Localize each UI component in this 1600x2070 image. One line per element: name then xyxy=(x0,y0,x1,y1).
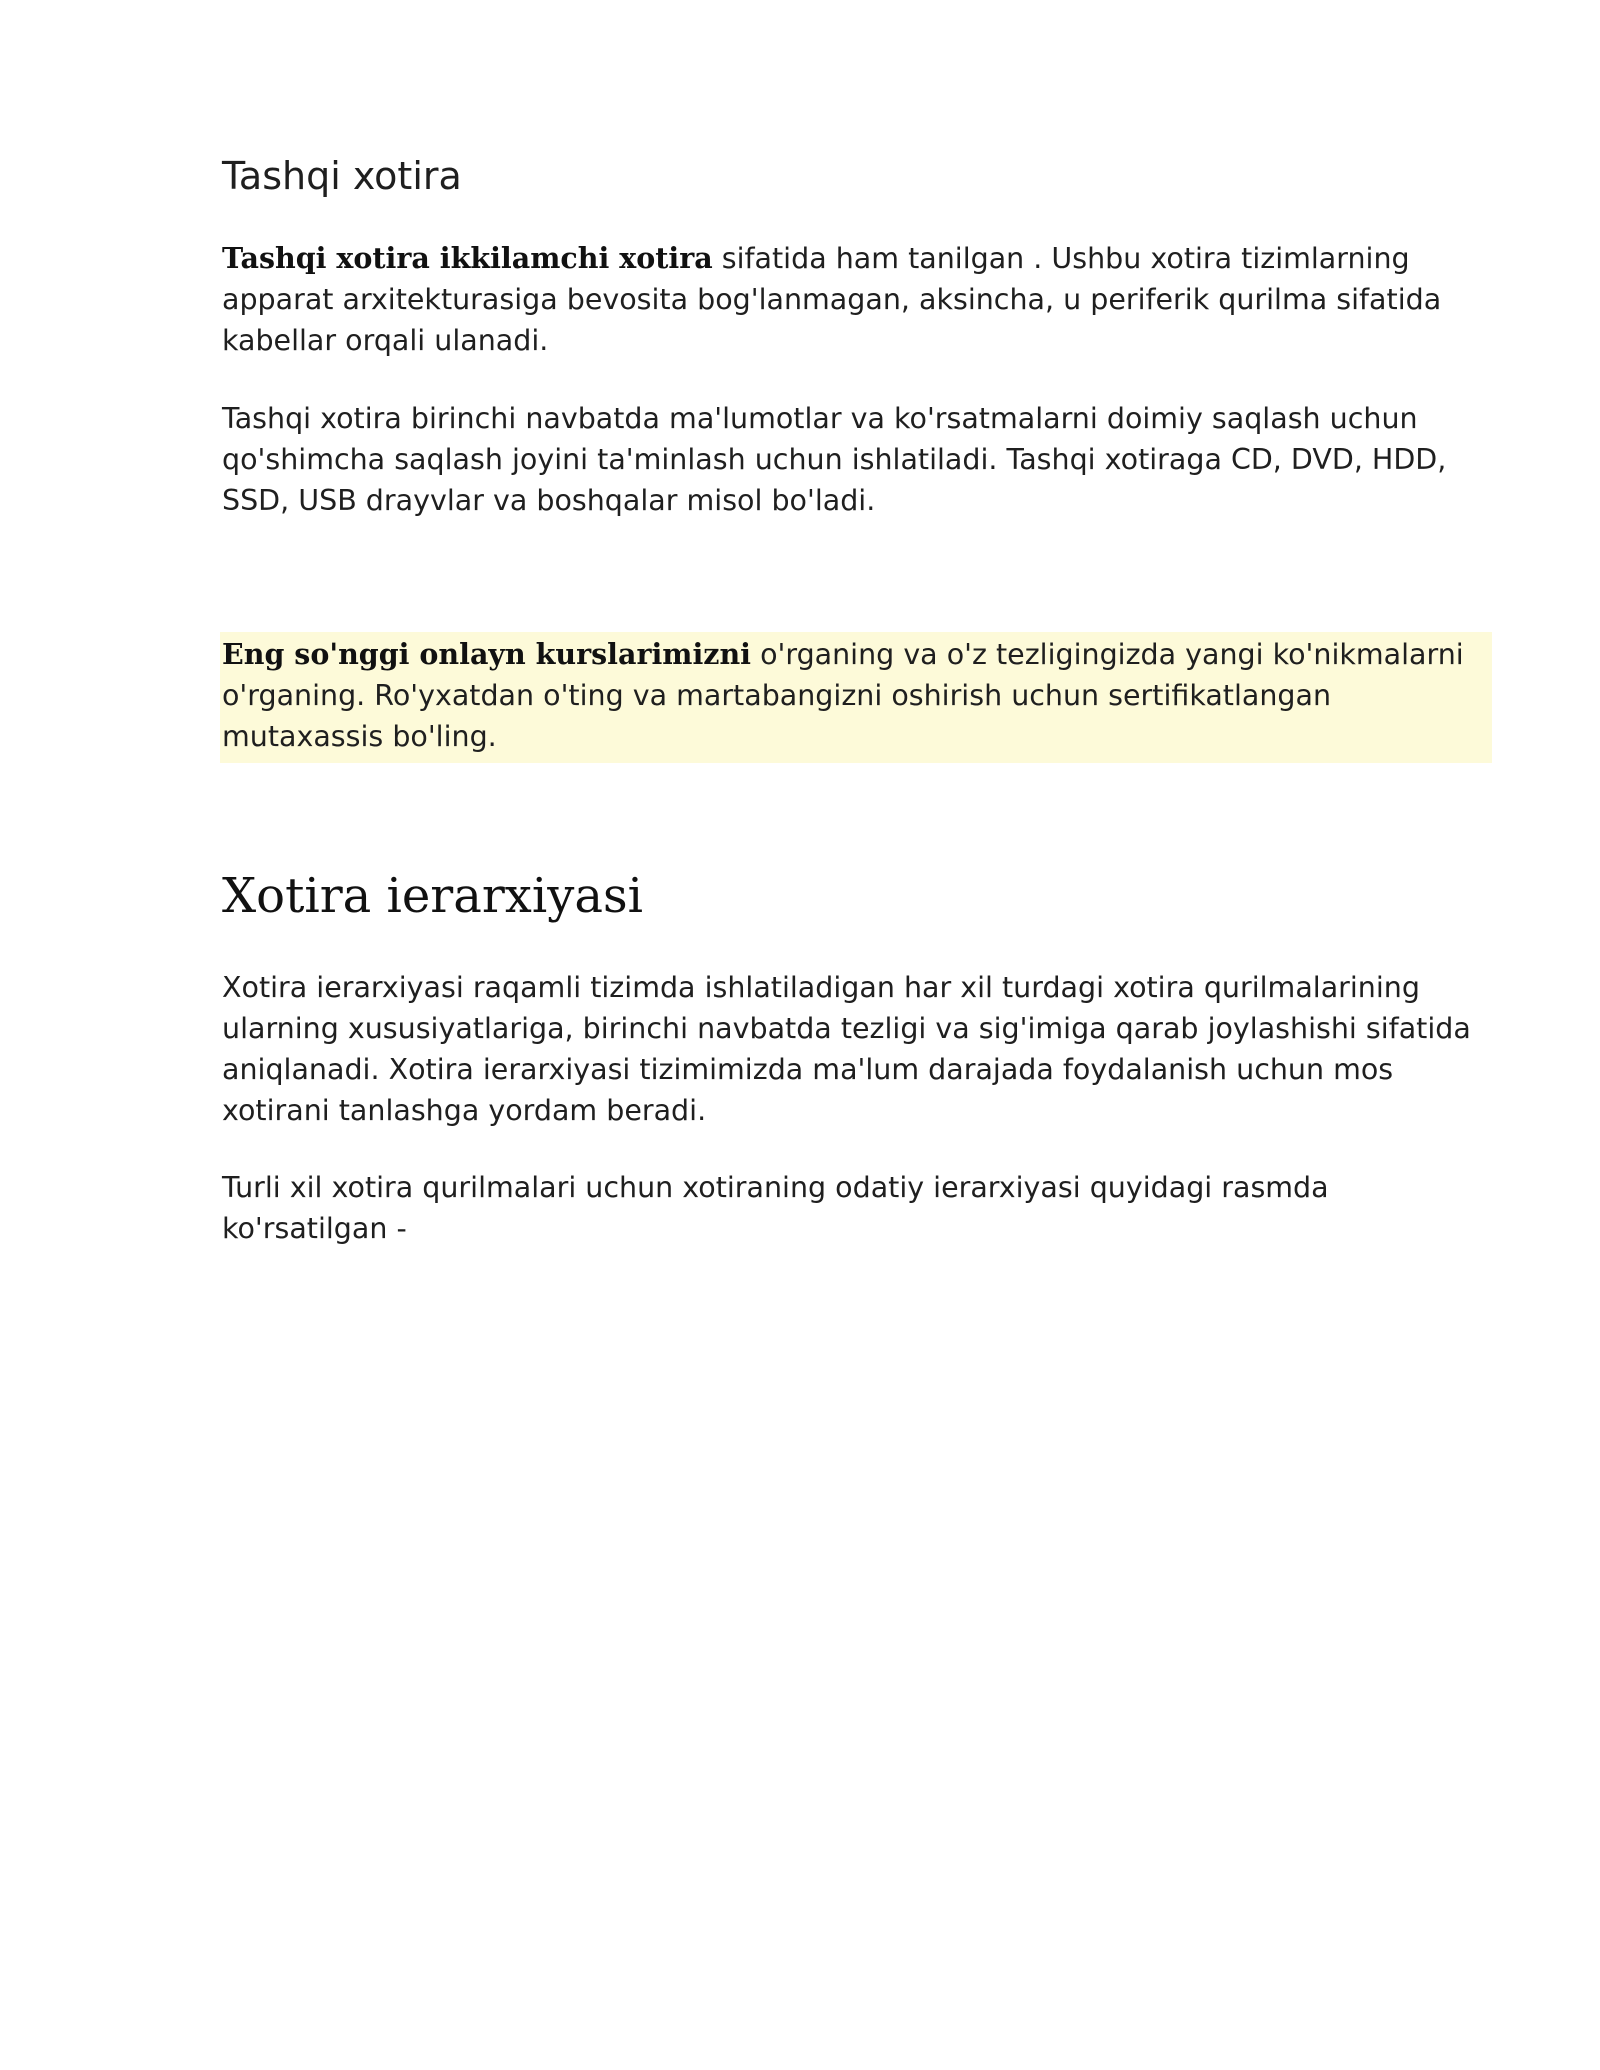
paragraph-external-memory-definition xyxy=(222,238,1490,361)
paragraph-text: sifatida ham tanilgan . Ushbu xotira tizimlarning apparat arxitekturasiga bevosita bog'lanmagan, aksincha, u periferik qurilma sifatida kabellar orqali ulanadi. xyxy=(222,242,1442,357)
paragraph-memory-hierarchy-figure-intro: Turli xil xotira qurilmalari uchun xotiraning odatiy ierarxiyasi quyidagi rasmda ko'rsatilgan - xyxy=(222,1171,1329,1245)
paragraph-external-memory-usage: Tashqi xotira birinchi navbatda ma'lumotlar va ko'rsatmalarni doimiy saqlash uchun qo'shimcha saqlash joyini ta'minlash uchun ishlatiladi. Tashqi xotiraga CD, DVD, HDD, SSD, USB drayvlar va boshqalar misol bo'ladi. xyxy=(222,402,1447,517)
promo-link-courses[interactable]: Eng so'nggi onlayn kurslarimizni xyxy=(222,637,752,671)
promo-highlight-box xyxy=(220,632,1492,763)
paragraph-memory-hierarchy-definition: Xotira ierarxiyasi raqamli tizimda ishlatiladigan har xil turdagi xotira qurilmalarining ularning xususiyatlariga, birinchi navbatda tezligi va sig'imiga qarab joylashishi sifatida aniqlanadi. Xotira ierarxiyasi tizimimizda ma'lum darajada foydalanish uchun mos xotirani tanlashga yordam beradi. xyxy=(222,971,1471,1127)
section-title-memory-hierarchy: Xotira ierarxiyasi xyxy=(222,868,643,924)
bold-term-external-memory: Tashqi xotira ikkilamchi xotira xyxy=(222,241,713,275)
promo-rest-text: o'rganing va o'z tezligingizda yangi ko'nikmalarni o'rganing. Ro'yxatdan o'ting va martabangizni oshirish uchun sertifikatlangan mutaxassis bo'ling. xyxy=(222,638,1464,753)
section-title-external-memory: Tashqi xotira xyxy=(222,154,462,198)
promo-text xyxy=(222,634,1490,757)
